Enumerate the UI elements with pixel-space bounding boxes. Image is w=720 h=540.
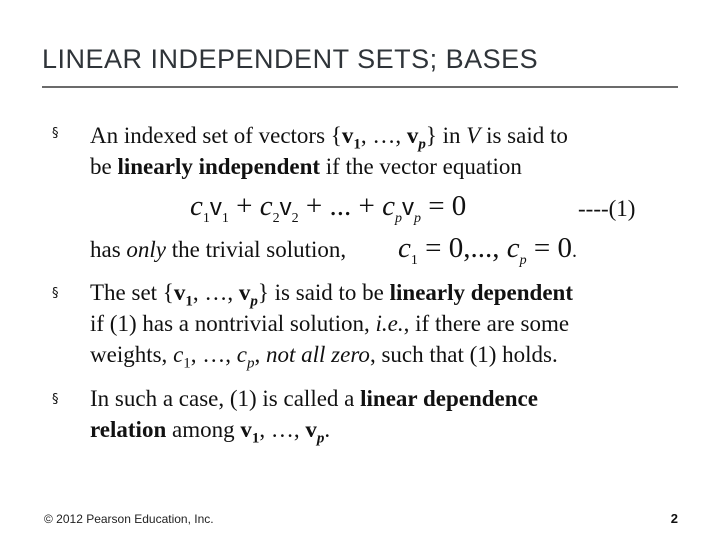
- bullet-marker: §: [52, 126, 59, 141]
- term-linear-dependence: linear dependence: [360, 386, 538, 411]
- relation-line-1: In such a case, (1) is called a linear dependence: [90, 386, 538, 411]
- relation-line-2: relation among $v_1$, …, $v_p$.: [90, 417, 331, 447]
- slide-title: LINEAR INDEPENDENT SETS; BASES: [42, 44, 539, 74]
- trivial-solution-line: has only the trivial solution,: [90, 237, 347, 262]
- title-divider: [42, 86, 678, 88]
- definition-line-2: be linearly independent if the vector equation: [90, 154, 522, 179]
- term-linearly-dependent: linearly dependent: [389, 280, 574, 305]
- page-number: 2: [670, 511, 678, 526]
- equation-tag: ----(1): [578, 196, 636, 221]
- dependent-line-3: weights, $c_1$, …, $c_p$, not all zero, such that (1) holds.: [90, 342, 558, 372]
- term-linearly-independent: linearly independent: [117, 154, 321, 179]
- trivial-solution-equation: $c_1 = 0$,..., $c_p = 0$.: [398, 232, 577, 268]
- vector-equation: $c_1v_1 + c_2v_2$ + ... + $c_pv_p = 0$: [190, 190, 467, 226]
- dependent-line-2: if (1) has a nontrivial solution, i.e., if there are some: [90, 311, 570, 336]
- definition-line-1: An indexed set of vectors {$v_1$, …, $v_p$} in V is said to: [90, 123, 568, 153]
- dependent-line-1: The set {$v_1$, …, $v_p$} is said to be linearly dependent: [90, 280, 574, 310]
- bullet-marker: §: [52, 286, 59, 301]
- copyright-footer: © 2012 Pearson Education, Inc.: [44, 512, 214, 526]
- bullet-marker: §: [52, 392, 59, 407]
